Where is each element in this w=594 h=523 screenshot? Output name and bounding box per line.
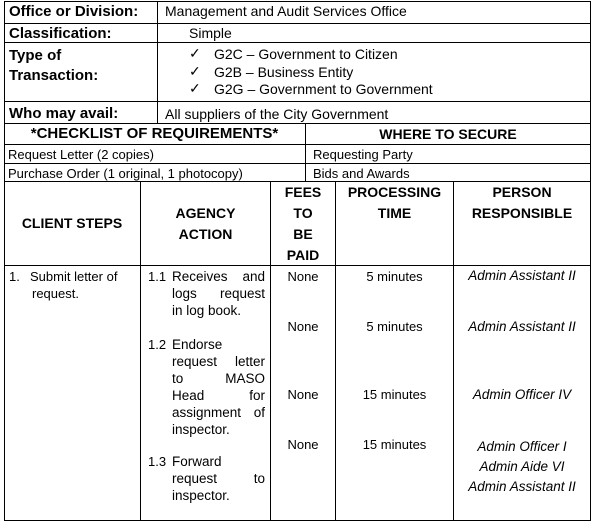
action-line: inspector. — [172, 422, 230, 437]
person-cell: Admin Aide VI — [479, 459, 565, 474]
fees-header-line: FEES — [284, 184, 322, 200]
client-step-number: 1. — [9, 269, 20, 284]
person-cell: Admin Assistant II — [468, 268, 576, 283]
transaction-label-line2: Transaction: — [9, 67, 99, 84]
processing-time-cell: 15 minutes — [362, 437, 427, 452]
action-text — [172, 268, 265, 319]
checkmark-icon: ✓ — [189, 45, 201, 61]
office-value: Management and Audit Services Office — [165, 3, 407, 19]
requirement-cell: Purchase Order (1 original, 1 photocopy) — [8, 166, 243, 181]
person-cell: Admin Officer I — [477, 439, 567, 454]
where-cell: Bids and Awards — [313, 166, 410, 181]
checkmark-icon: ✓ — [189, 80, 201, 96]
who-may-avail-value: All suppliers of the City Government — [165, 106, 389, 122]
client-steps-header: CLIENT STEPS — [21, 215, 123, 231]
who-may-avail-label: Who may avail: — [9, 105, 119, 122]
person-cell: Admin Assistant II — [468, 319, 576, 334]
fees-header-line: BE — [293, 226, 313, 242]
processing-time-cell: 15 minutes — [362, 387, 427, 402]
processing-time-header-line1: PROCESSING — [347, 184, 442, 200]
action-line: logs request — [172, 286, 265, 301]
client-step-text: Submit letter of — [30, 269, 118, 284]
checkmark-icon: ✓ — [189, 63, 201, 79]
person-cell: Admin Assistant II — [468, 479, 576, 494]
processing-time-header-line2: TIME — [377, 205, 412, 221]
agency-action-header-line1: AGENCY — [175, 205, 236, 221]
action-line: in log book. — [172, 303, 242, 318]
fee-cell: None — [287, 387, 319, 402]
action-number: 1.2 — [148, 337, 167, 352]
action-number: 1.1 — [148, 269, 167, 284]
action-line: Receives and — [172, 269, 265, 284]
fee-cell: None — [287, 319, 319, 334]
classification-value: Simple — [189, 25, 232, 41]
processing-time-cell: 5 minutes — [366, 319, 423, 334]
fees-header-line: PAID — [286, 247, 320, 263]
person-responsible-header-line2: RESPONSIBLE — [471, 205, 573, 221]
client-step-text: request. — [32, 286, 79, 301]
classification-label: Classification: — [9, 25, 112, 42]
action-line: inspector. — [172, 488, 230, 503]
action-line: request to — [172, 471, 265, 486]
agency-action-header-line2: ACTION — [178, 226, 233, 242]
action-number: 1.3 — [148, 454, 167, 469]
action-line: Forward — [172, 454, 222, 469]
action-line: Endorse — [172, 337, 223, 352]
action-line: request letter — [172, 354, 265, 369]
transaction-type-item: G2G – Government to Government — [214, 81, 433, 97]
transaction-label-line1: Type of — [9, 47, 62, 64]
office-label: Office or Division: — [9, 3, 139, 20]
fee-cell: None — [287, 269, 319, 284]
action-text — [172, 336, 265, 438]
fee-cell: None — [287, 437, 319, 452]
action-line: to MASO — [172, 371, 265, 386]
person-responsible-header-line1: PERSON — [492, 184, 552, 200]
where-cell: Requesting Party — [313, 147, 413, 162]
transaction-type-item: G2C – Government to Citizen — [214, 46, 398, 62]
person-cell: Admin Officer IV — [472, 387, 572, 402]
requirement-cell: Request Letter (2 copies) — [8, 147, 154, 162]
action-text — [172, 453, 265, 504]
where-to-secure-header: WHERE TO SECURE — [379, 126, 517, 142]
fees-header-line: TO — [293, 205, 313, 221]
action-line: Head for — [172, 388, 265, 403]
checklist-header: *CHECKLIST OF REQUIREMENTS* — [30, 125, 279, 142]
processing-time-cell: 5 minutes — [366, 269, 423, 284]
action-line: assignment of — [172, 405, 265, 420]
transaction-type-item: G2B – Business Entity — [214, 64, 354, 80]
